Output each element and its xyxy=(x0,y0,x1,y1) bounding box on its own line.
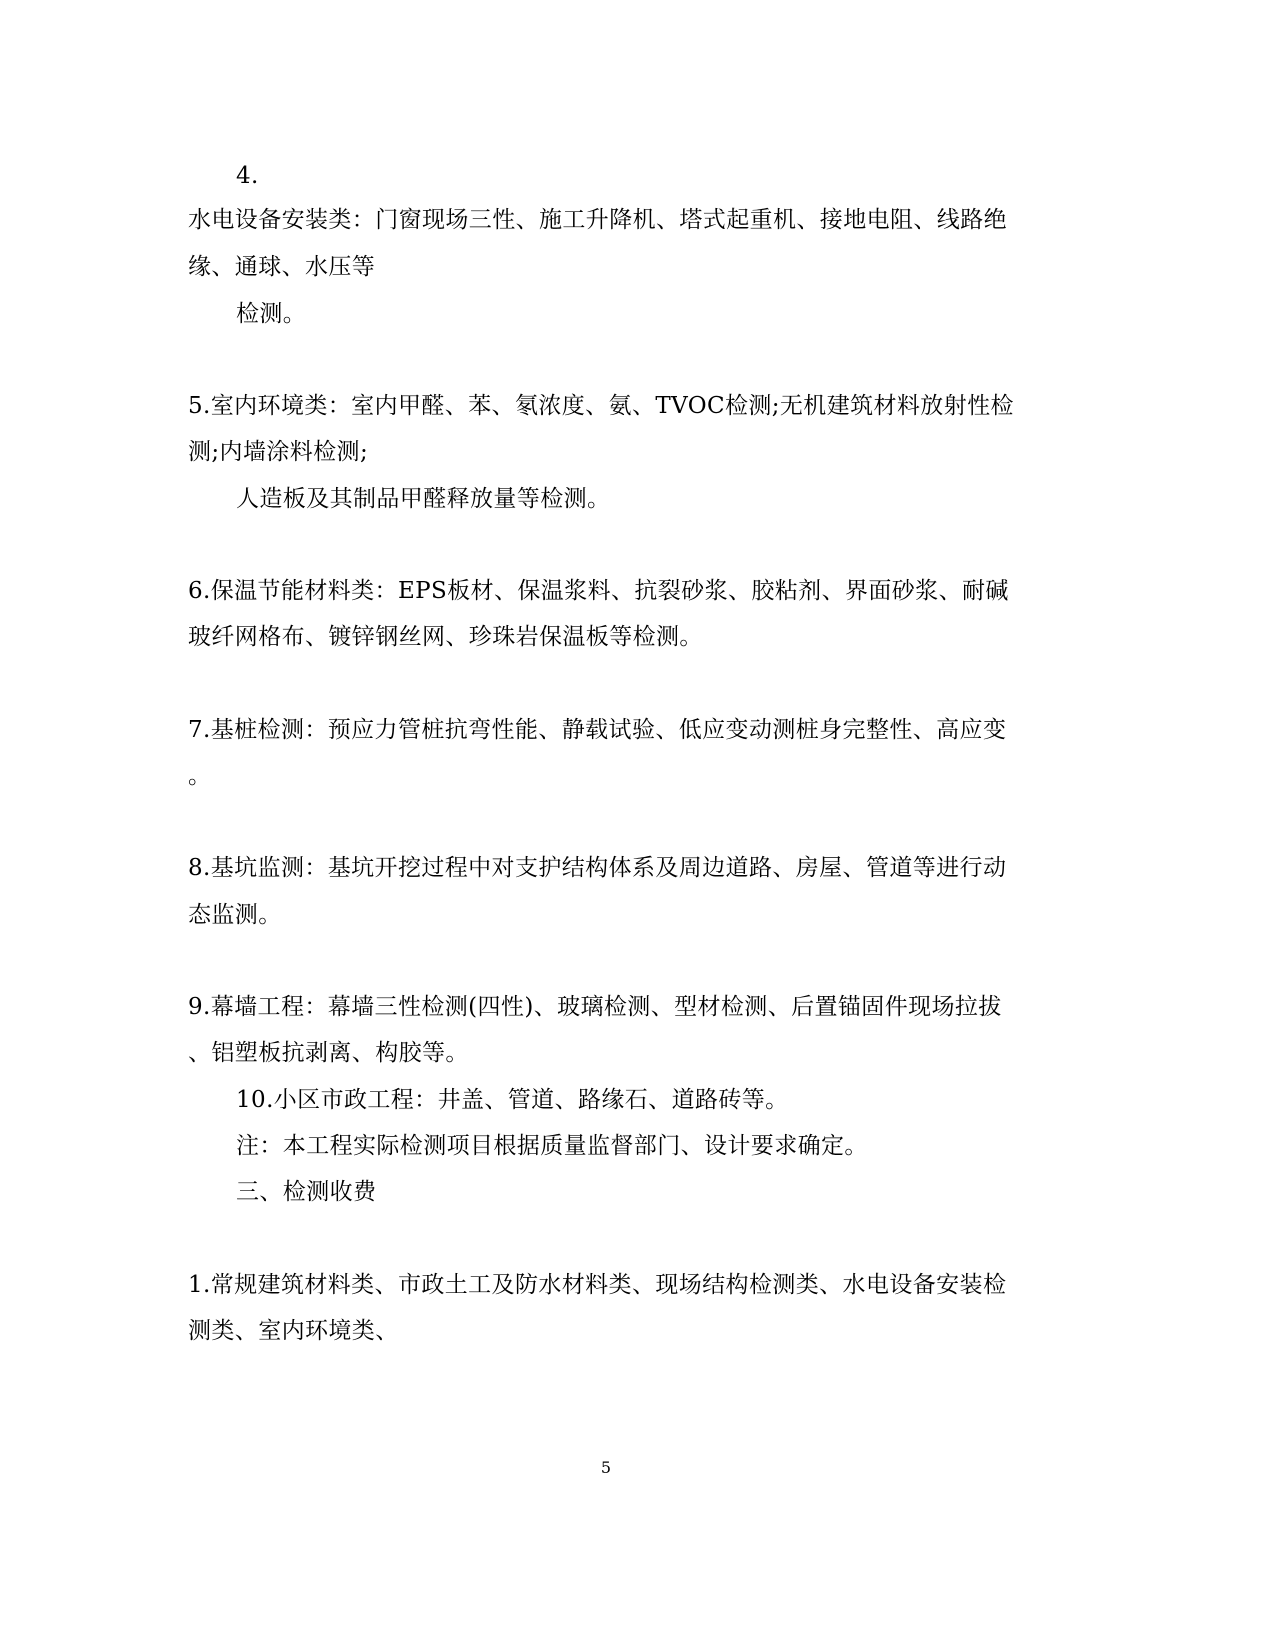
text-line: 4. xyxy=(236,163,259,189)
text-line: 水电设备安装类：门窗现场三性、施工升降机、塔式起重机、接地电阻、线路绝 xyxy=(188,207,1007,233)
text-line: 测类、室内环境类、 xyxy=(188,1318,399,1344)
text-line: 7.基桩检测：预应力管桩抗弯性能、静载试验、低应变动测桩身完整性、高应变 xyxy=(188,717,1007,743)
text-line: 注：本工程实际检测项目根据质量监督部门、设计要求确定。 xyxy=(236,1133,868,1159)
text-line: 9.幕墙工程：幕墙三性检测(四性)、玻璃检测、型材检测、后置锚固件现场拉拔 xyxy=(188,994,1002,1020)
text-line: 测;内墙涂料检测; xyxy=(188,439,369,465)
text-line: 5.室内环境类：室内甲醛、苯、氡浓度、氨、TVOC检测;无机建筑材料放射性检 xyxy=(188,393,1014,419)
text-line: 玻纤网格布、镀锌钢丝网、珍珠岩保温板等检测。 xyxy=(188,624,703,650)
page-number: 5 xyxy=(600,1458,612,1477)
text-line: 、铝塑板抗剥离、构胶等。 xyxy=(188,1040,469,1066)
text-line: 1.常规建筑材料类、市政土工及防水材料类、现场结构检测类、水电设备安装检 xyxy=(188,1272,1007,1298)
text-line: 检测。 xyxy=(236,301,307,327)
text-line: 人造板及其制品甲醛释放量等检测。 xyxy=(236,486,611,512)
text-line: 缘、通球、水压等 xyxy=(188,254,376,280)
text-line: 。 xyxy=(188,763,212,789)
text-line: 10.小区市政工程：井盖、管道、路缘石、道路砖等。 xyxy=(236,1087,789,1113)
text-line: 三、检测收费 xyxy=(236,1179,377,1205)
text-line: 6.保温节能材料类：EPS板材、保温浆料、抗裂砂浆、胶粘剂、界面砂浆、耐碱 xyxy=(188,578,1009,604)
text-line: 态监测。 xyxy=(188,902,282,928)
text-line: 8.基坑监测：基坑开挖过程中对支护结构体系及周边道路、房屋、管道等进行动 xyxy=(188,855,1007,881)
